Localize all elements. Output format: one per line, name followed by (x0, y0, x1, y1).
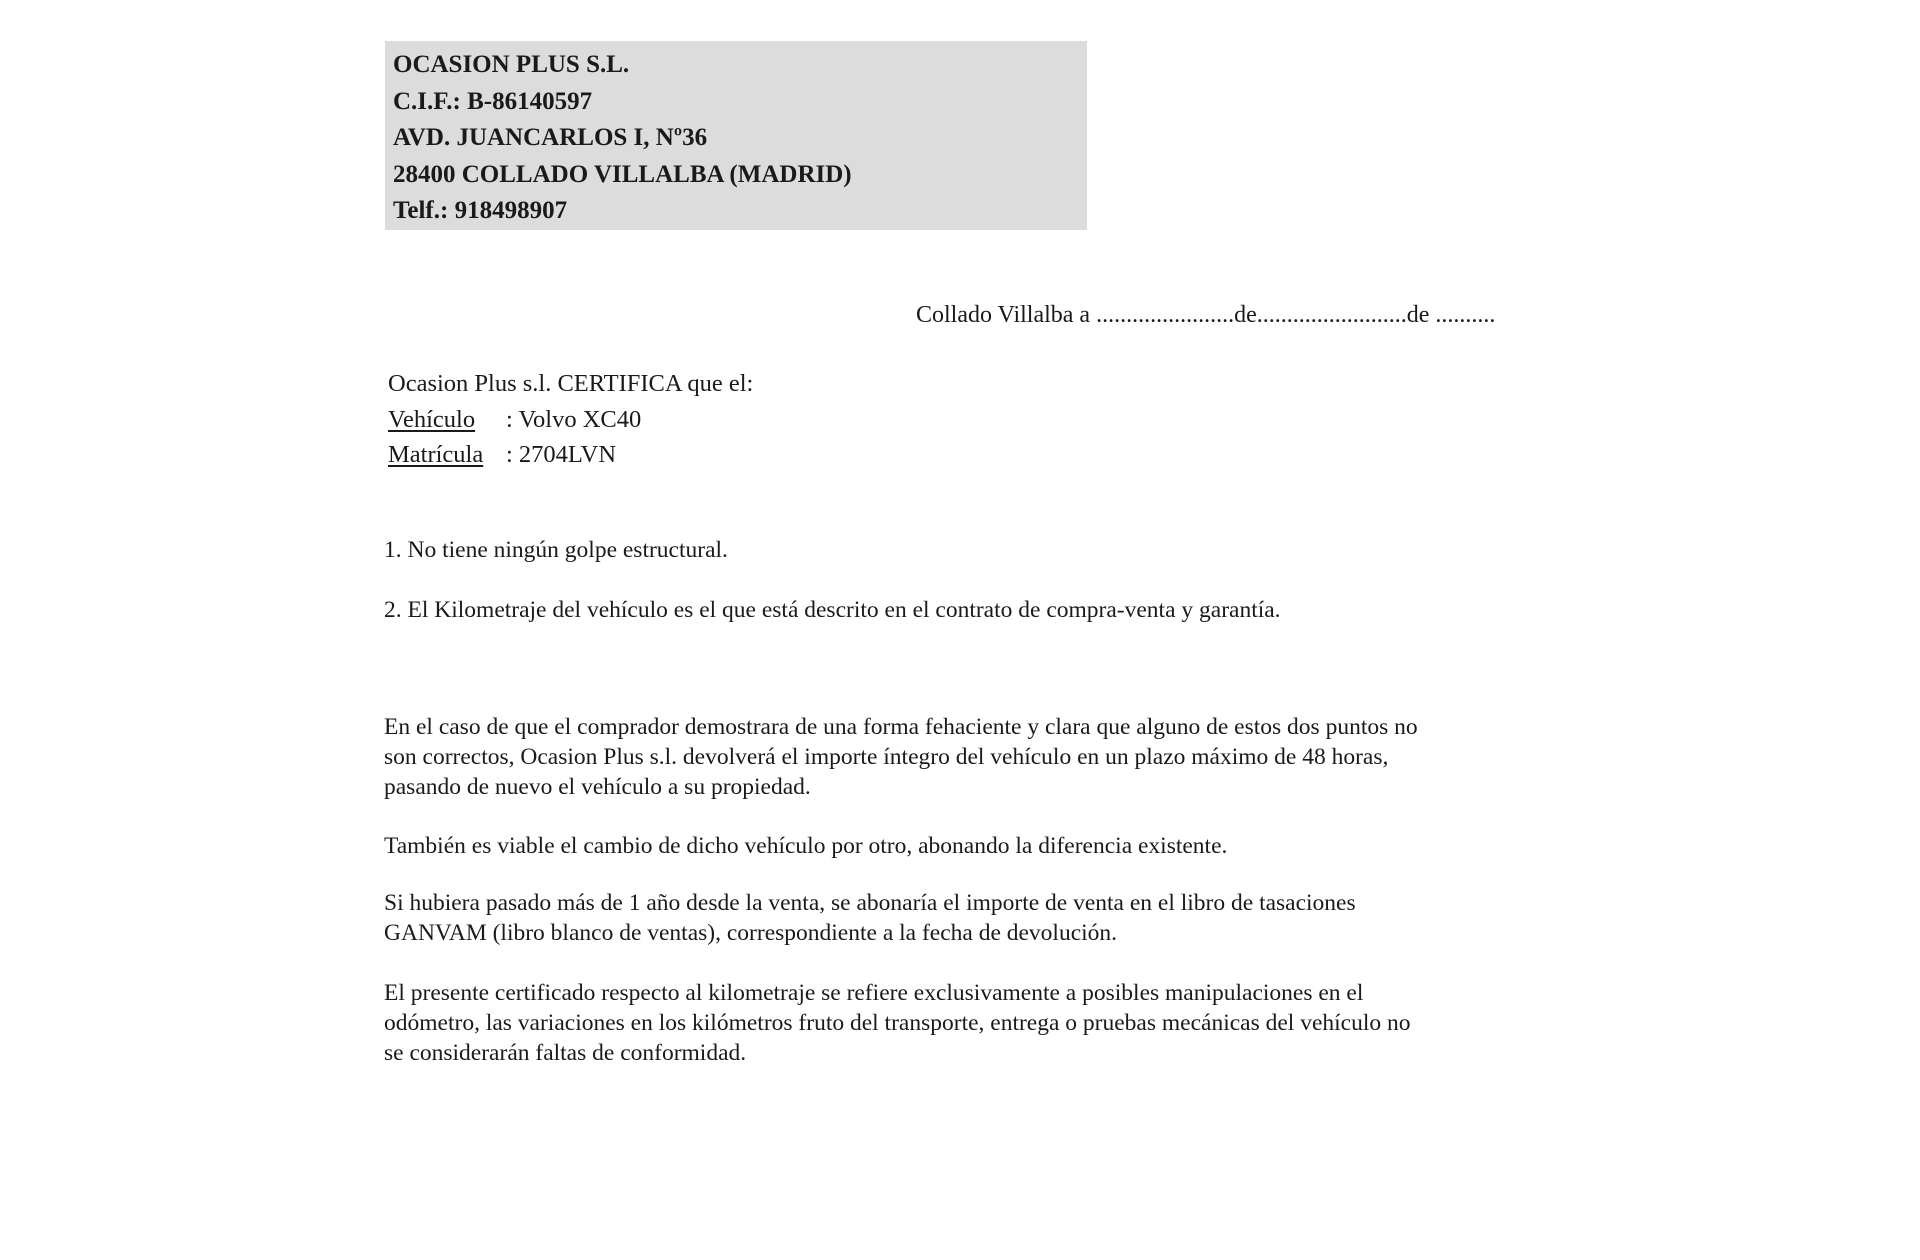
paragraph-ganvam (384, 888, 1564, 948)
vehicle-value: : Volvo XC40 (506, 405, 642, 433)
paragraph-line: odómetro, las variaciones en los kilómetros fruto del transporte, entrega o pruebas mecánicas del vehículo no (384, 1010, 1411, 1036)
paragraph-line: GANVAM (libro blanco de ventas), correspondiente a la fecha de devolución. (384, 920, 1118, 946)
paragraph-exchange (384, 831, 1564, 861)
company-address: AVD. JUANCARLOS I, Nº36 (393, 124, 708, 151)
paragraph-line: pasando de nuevo el vehículo a su propiedad. (384, 774, 811, 800)
paragraph-refund (384, 712, 1564, 802)
paragraph-line: son correctos, Ocasion Plus s.l. devolverá el importe íntegro del vehículo en un plazo máximo de 48 horas, (384, 744, 1389, 770)
plate-row (388, 437, 753, 473)
paragraph-odometer (384, 978, 1564, 1068)
company-name: OCASION PLUS S.L. (393, 51, 630, 78)
vehicle-row (388, 402, 753, 438)
vehicle-label: Vehículo (388, 405, 476, 433)
certificate-block (388, 366, 753, 473)
company-city: 28400 COLLADO VILLALBA (MADRID) (393, 160, 852, 188)
plate-label: Matrícula (388, 441, 484, 468)
paragraph-line: En el caso de que el comprador demostrara de una forma fehaciente y clara que alguno de estos dos puntos no (384, 714, 1418, 740)
paragraph-line: El presente certificado respecto al kilometraje se refiere exclusivamente a posibles manipulaciones en el (384, 980, 1364, 1006)
point-structural: 1. No tiene ningún golpe estructural. (384, 537, 728, 563)
plate-value: : 2704LVN (506, 441, 617, 468)
paragraph-line: También es viable el cambio de dicho vehículo por otro, abonando la diferencia existente. (384, 833, 1228, 859)
company-cif: C.I.F.: B-86140597 (393, 87, 593, 115)
point-mileage: 2. El Kilometraje del vehículo es el que está descrito en el contrato de compra-venta y garantía. (384, 597, 1281, 623)
paragraph-line: se considerarán faltas de conformidad. (384, 1040, 747, 1066)
company-phone: Telf.: 918498907 (393, 197, 568, 224)
certificate-intro: Ocasion Plus s.l. CERTIFICA que el: (388, 370, 754, 397)
paragraph-line: Si hubiera pasado más de 1 año desde la venta, se abonaría el importe de venta en el libro de tasaciones (384, 890, 1356, 916)
company-header-box (385, 41, 1087, 230)
date-line: Collado Villalba a .......................de.........................de .......... (916, 302, 1496, 328)
